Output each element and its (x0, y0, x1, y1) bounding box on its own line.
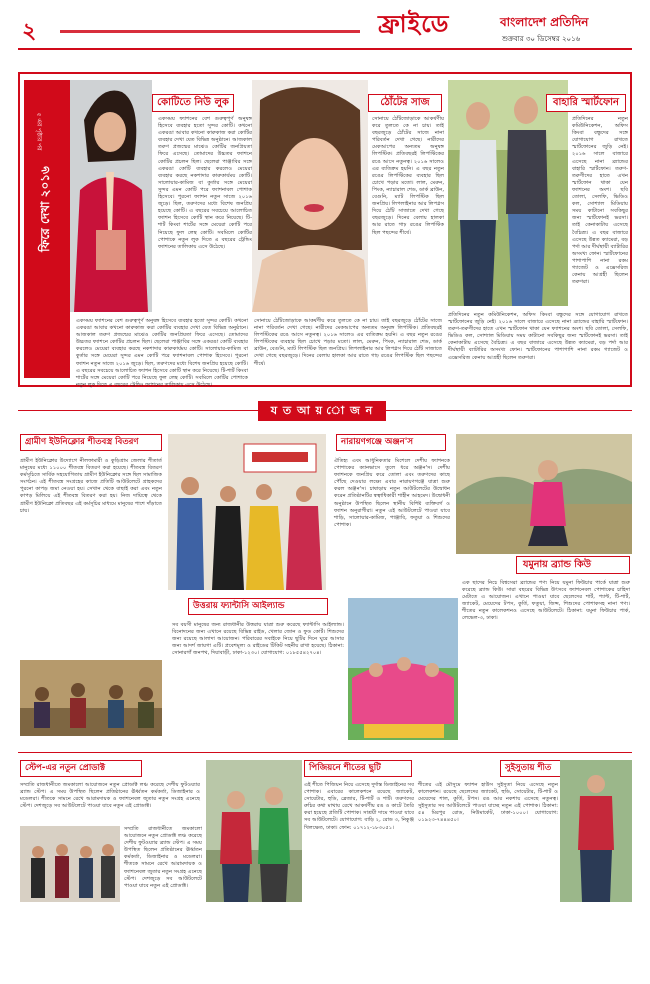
sidebar-title: ফিরে দেখা ২০১৬ (38, 166, 52, 252)
header (0, 0, 650, 60)
article-continuation: একসময় ফ্যাশনের বেশ গুরুত্বপূর্ণ অনুষঙ্গ হিসেবে ব্যবহার হতো সুন্দর কোটি। কখনো একরঙা আবার কখনো কারুকাজ করা কোটির ব্যবহার দেখা যেত বিভিন্ন অনুষ্ঠানে। আজকাল তরুণ প্রজন্মের মাঝেও কোটির জনপ্রিয়তা ফিরে এসেছে। তোমাদের উচ্চতর ফ্যাশনে কোটির প্রচলন ছিল। ছেলেরা পাঞ্জাবির সঙ্গে একরঙা কোটি ব্যবহার করলেও মেয়েরা ব্যবহার করছে নকশাদার কারুকার্যময় কোটি। সালোয়ার-কামিজ বা কুর্তার সঙ্গে মেয়েরা সুন্দর এমন কোটি পরে ফ্যাশনাবল পোশাক হিসেবে। পুরনো ফ্যাশন নতুন সাজে ২০১৬ জুড়ে। ছিল, তরুণদের মধ্যে বিশেষ জনপ্রিয় হয়েছে কোটি। এ বছরের সবচেয়ে আলোচিত ফ্যাশন হিসেবে কোটি স্থান করে নিয়েছে। টি-শার্ট কিংবা শার্টের সঙ্গে মেয়েরা কোটি পরে নিয়েছে ফুল লেন্থ কোটি। সবমিলে কোটির পোশাকে নতুন লুক দিতে এ বছরের ট্রেন্ডিং ফ্যাশনের তালিকায় এসে উঠেছে। (76, 318, 248, 388)
event-body: সম্প্রতি রাজধানীতে জমকালো আয়োজনে নতুন প্রোডাক্ট লঞ্চ করেছে দেশীয় ফুটওয়্যার ব্র্যান্ড স্টেপ। এ সময় উপস্থিত ছিলেন প্রতিষ্ঠানের ঊর্ধ্বতন কর্মকর্তা, ডিজাইনার ও মডেলরা। শীতকে সামনে রেখে আরামদায়ক ও ফ্যাশনেবল জুতার নতুন সংগ্রহ এনেছে স্টেপ। দেশজুড়ে সব আউটলেটে পাওয়া যাবে নতুন এই প্রোডাক্ট। (20, 782, 200, 810)
top-section (18, 72, 632, 387)
article-title: বাহারি স্মার্টফোন (546, 94, 626, 112)
article-photo (70, 80, 152, 312)
article-photo (252, 80, 368, 312)
article-continuation: প্রতিদিনের নতুন কমিউনিকেশন, অফিস কিংবা বন্ধুদের সঙ্গে যোগাযোগ রাখতে স্মার্টফোনের জুড়ি নেই। ২০১৬ সালে বাজারে এসেছে নানা ব্র্যান্ডের বাহারি স্মার্টফোন। তরুণ-তরুণীদের হাতে এখন স্মার্টফোন থাকা যেন ফ্যাশনের অংশ। ছবি তোলা, সেলফি, ভিডিও কল, সোশ্যাল মিডিয়ায় সময় কাটানো সবকিছুর জন্য স্মার্টফোনই ভরসা। তাই কেনাকাটায় এসেছে বৈচিত্র্য। এ বছর বাজারে এসেছে উন্নত ক্যামেরা, বড় পর্দা আর দীর্ঘস্থায়ী ব্যাটারির অসংখ্য ফোন। স্মার্টফোনের পাশাপাশি নানা রকম গ্যাজেট ও এক্সেসরিজ কেনায় আগ্রহী ছিলেন তরুণরা। (448, 312, 628, 361)
event-body: সব বয়সী মানুষের জন্য রাজধানীর উত্তরায় যাত্রা শুরু করেছে ফ্যান্টাসি আইল্যান্ড। বিনোদনের জন্য এখানে রয়েছে বিভিন্ন রাইড, খেলার জোন ও ফুড কোর্ট। শিশুদের জন্য রয়েছে আলাদা আয়োজন। পরিবারের সবাইকে নিয়ে ছুটির দিনে ঘুরে আসার জন্য আদর্শ জায়গা এটি। প্রবেশমূল্য ও রাইডের টিকিট সহনীয় রাখা হয়েছে। ঠিকানা: সোনারগাঁ জনপথ, দিয়াবাড়ী, ঢাকা-১২৩০। যোগাযোগ: ০১৮৫৫৪২৭০৪। (172, 622, 344, 657)
section-divider (18, 752, 632, 753)
event-photo (348, 598, 458, 740)
event-body: এক ছাদের নিচে বিশ্বসেরা ব্র্যান্ডের পণ্য নিয়ে যমুনা ফিউচার পার্কে যাত্রা শুরু করেছে ব্র্যান্ড কিউ। সারা বছরের বিভিন্ন উৎসবে ফ্যাশনেবল পোশাকের চাহিদা মেটাতে এ আয়োজন। এখানে পাওয়া যাবে ছেলেদের শার্ট, প্যান্ট, টি-শার্ট, জ্যাকেট, মেয়েদের টপস, কুর্তি, ফতুয়া, জিন্স, শিশুদের পোশাকসহ নানা পণ্য। শীতের নতুন কালেকশনও এসেছে আউটলেটে। ঠিকানা: যমুনা ফিউচার পার্ক, লেভেল-৩, ঢাকা। (462, 580, 630, 622)
event-body: গ্রামীণ ইউনিক্লোর উদ্যোগে নীলফামারী ও কুড়িগ্রাম জেলার শীতার্ত মানুষের মধ্যে ১১০০০ শীতবস্ত্র বিতরণ করা হয়েছে। শীতবস্ত্র বিতরণ কর্মসূচিতে সার্বিক সহযোগিতায় গ্রামীণ ইউনিক্লোর সঙ্গে ছিল সামাজিক সংগঠন। এই শীতবস্ত্র সংগ্রহের কাজে প্রতিটি আউটলেটে গ্রাহকদের পুরনো কাপড় জমা নেওয়া হয়। সেখান থেকে বাছাই করা এবং নতুন কাপড় মিলিয়ে এই শীতবস্ত্র বিতরণ করা হয়। নিজ দায়িত্বে থেকে গ্রামীণ ইউনিক্লো প্রতিবছর এই কর্মসূচির মাধ্যমে মানুষের পাশে দাঁড়াতে চায়। (20, 458, 162, 514)
issue-date: শুক্রবার ৩০ ডিসেম্বর ২০১৬ (502, 35, 581, 43)
event-body: এই শীতে পিজিয়ন নিয়ে এসেছে দুর্দান্ত ডিজাইনের সব পোশাক। এবারের কালেকশনে রয়েছে জ্যাকেট, সোয়েটার, হুডি, ব্লেজার, টি-শার্ট ও শার্ট। তরুণদের রুচির কথা মাথায় রেখে আকর্ষণীয় রঙ ও কাটে তৈরি করা হয়েছে প্রতিটি পোশাক। সাশ্রয়ী দামে পাওয়া যাবে সব আউটলেটে। যোগাযোগ: বাড়ি ২, রোড ৩, নিকুঞ্জ খিলক্ষেত, ঢাকা। ফোন: ০১৭১২-১৮৩০৫১। (304, 782, 414, 831)
sidebar-subtitle: ৫ এর পৃষ্ঠার পর (35, 112, 43, 151)
event-title: পিজিয়নে শীতের ছুটি (304, 760, 412, 777)
event-title: গ্রামীণ ইউনিক্লোর শীতবস্ত্র বিতরণ (20, 434, 162, 451)
page-number: ২ (22, 19, 37, 44)
event-body: ঐতিহ্য এবং আধুনিকতার মিশেলে দেশীয় ফ্যাশনকে পোশাকের ক্যানভাসে তুলে ধরে অঞ্জন'স। দেশীয় ফ্যাশনকে জনপ্রিয় করে তোলা এবং তরুণদের কাছে পৌঁছে দেওয়ার লক্ষ্যে এবার নারায়ণগঞ্জে যাত্রা শুরু করল অঞ্জন'স। চাষাড়ায় নতুন আউটলেটের উদ্বোধন করেন প্রতিষ্ঠানটির স্বত্বাধিকারী শাহীন আহমেদ। উদ্বোধনী অনুষ্ঠানে উপস্থিত ছিলেন স্থানীয় বিশিষ্ট ব্যক্তিবর্গ ও ফ্যাশন অনুরাগীরা। নতুন এই আউটলেটে পাওয়া যাবে শাড়ি, সালোয়ার-কামিজ, পাঞ্জাবি, ফতুয়া ও শিশুদের পোশাক। (334, 458, 450, 528)
article-photo (448, 80, 568, 306)
section-banner: য ত আ য় ো জ ন (258, 401, 386, 421)
header-rule (18, 48, 632, 50)
event-photo (168, 434, 326, 590)
event-title: নারায়ণগঞ্জে অঞ্জন'স (336, 434, 446, 451)
header-ornament (60, 30, 360, 33)
event-title: উত্তরায় ফ্যান্টাসি আইল্যান্ড (188, 598, 328, 615)
event-photo (20, 660, 162, 736)
supplement-title: ফ্রাইডে (378, 10, 450, 38)
event-photo (206, 760, 302, 902)
article-title: কোটিতে নিউ লুক (152, 94, 234, 112)
event-title: সুইসুতায় শীত (500, 760, 576, 777)
article-body: সোনায়ে ঠোঁটজোড়াকে আকর্ষণীয় করে তুলতে কে না চায়। তাই বছরজুড়ে ঠোঁটের সাজে নানা পরিবর্তন দেখা গেছে। নারীদের মেকআপের অন্যতম অনুষঙ্গ লিপস্টিক। প্রতিবছরই লিপস্টিকের রঙে আসে নতুনত্ব। ২০১৬ সালেও এর ব্যতিক্রম হয়নি। এ বছর নতুন রঙের লিপস্টিকের ব্যবহার ছিল চোখে পড়ার মতো। লাল, মেরুন, পিংক, ন্যাচারাল শেড, ডার্ক ব্রাউন, বেগুনি, ম্যাট লিপস্টিক ছিল জনপ্রিয়। লিপলাইনার আর লিপগ্লস দিয়ে ঠোঁট সাজাতে দেখা গেছে বছরজুড়ে। দিনের বেলায় হালকা আর রাতে গাঢ় রঙের লিপস্টিক ছিল পছন্দের শীর্ষে। (372, 116, 444, 236)
event-photo (456, 434, 632, 554)
article-body: একসময় ফ্যাশনের বেশ গুরুত্বপূর্ণ অনুষঙ্গ হিসেবে ব্যবহার হতো সুন্দর কোটি। কখনো একরঙা আবার কখনো কারুকাজ করা কোটির ব্যবহার দেখা যেত বিভিন্ন অনুষ্ঠানে। আজকাল তরুণ প্রজন্মের মাঝেও কোটির জনপ্রিয়তা ফিরে এসেছে। তোমাদের উচ্চতর ফ্যাশনে কোটির প্রচলন ছিল। ছেলেরা পাঞ্জাবির সঙ্গে একরঙা কোটি ব্যবহার করলেও মেয়েরা ব্যবহার করছে নকশাদার কারুকার্যময় কোটি। সালোয়ার-কামিজ বা কুর্তার সঙ্গে মেয়েরা সুন্দর এমন কোটি পরে ফ্যাশনাবল পোশাক হিসেবে। পুরনো ফ্যাশন নতুন সাজে ২০১৬ জুড়ে। ছিল, তরুণদের মধ্যে বিশেষ জনপ্রিয় হয়েছে কোটি। এ বছরের সবচেয়ে আলোচিত ফ্যাশন হিসেবে কোটি স্থান করে নিয়েছে। টি-শার্ট কিংবা শার্টের সঙ্গে মেয়েরা কোটি পরে নিয়েছে ফুল লেন্থ কোটি। সবমিলে কোটির পোশাকে নতুন লুক দিতে এ বছরের ট্রেন্ডিং ফ্যাশনের তালিকায় এসে উঠেছে। (158, 116, 252, 250)
event-title: যমুনায় ব্র্যান্ড কিউ (516, 556, 630, 574)
article-title: ঠোঁটের সাজ (368, 94, 442, 112)
event-photo (560, 760, 632, 902)
event-title: স্টেপ-এর নতুন প্রোডাক্ট (20, 760, 142, 777)
event-body: শীতের এই মৌসুমে ফ্যাশন হাউস সুইসুতা নিয়ে এসেছে নতুন কালেকশন। রয়েছে ছেলেদের জ্যাকেট, হুডি, সোয়েটার, টি-শার্ট ও মেয়েদের শাল, কুর্তি, টপস। রঙ আর নকশায় এসেছে নতুনত্ব। সুইসুতার সব আউটলেটে পাওয়া যাচ্ছে নতুন এই পোশাক। ঠিকানা: ৫৪ মিরপুর রোড, নিউমার্কেট, ঢাকা-১০০০। যোগাযোগ: ০১৯২৩-৭৪৪৪৫০। (418, 782, 558, 824)
event-body-continued: সম্প্রতি রাজধানীতে জমকালো আয়োজনে নতুন প্রোডাক্ট লঞ্চ করেছে দেশীয় ফুটওয়্যার ব্র্যান্ড স্টেপ। এ সময় উপস্থিত ছিলেন প্রতিষ্ঠানের ঊর্ধ্বতন কর্মকর্তা, ডিজাইনার ও মডেলরা। শীতকে সামনে রেখে আরামদায়ক ও ফ্যাশনেবল জুতার নতুন সংগ্রহ এনেছে স্টেপ। দেশজুড়ে সব আউটলেটে পাওয়া যাবে নতুন এই প্রোডাক্ট। (124, 826, 203, 889)
event-photo (20, 826, 120, 902)
brand-name: বাংলাদেশ প্রতিদিন (500, 15, 589, 29)
article-body: প্রতিদিনের নতুন কমিউনিকেশন, অফিস কিংবা বন্ধুদের সঙ্গে যোগাযোগ রাখতে স্মার্টফোনের জুড়ি নেই। ২০১৬ সালে বাজারে এসেছে নানা ব্র্যান্ডের বাহারি স্মার্টফোন। তরুণ-তরুণীদের হাতে এখন স্মার্টফোন থাকা যেন ফ্যাশনের অংশ। ছবি তোলা, সেলফি, ভিডিও কল, সোশ্যাল মিডিয়ায় সময় কাটানো সবকিছুর জন্য স্মার্টফোনই ভরসা। তাই কেনাকাটায় এসেছে বৈচিত্র্য। এ বছর বাজারে এসেছে উন্নত ক্যামেরা, বড় পর্দা আর দীর্ঘস্থায়ী ব্যাটারির অসংখ্য ফোন। স্মার্টফোনের পাশাপাশি নানা রকম গ্যাজেট ও এক্সেসরিজ কেনায় আগ্রহী ছিলেন তরুণরা। (572, 116, 628, 286)
article-continuation: সোনায়ে ঠোঁটজোড়াকে আকর্ষণীয় করে তুলতে কে না চায়। তাই বছরজুড়ে ঠোঁটের সাজে নানা পরিবর্তন দেখা গেছে। নারীদের মেকআপের অন্যতম অনুষঙ্গ লিপস্টিক। প্রতিবছরই লিপস্টিকের রঙে আসে নতুনত্ব। ২০১৬ সালেও এর ব্যতিক্রম হয়নি। এ বছর নতুন রঙের লিপস্টিকের ব্যবহার ছিল চোখে পড়ার মতো। লাল, মেরুন, পিংক, ন্যাচারাল শেড, ডার্ক ব্রাউন, বেগুনি, ম্যাট লিপস্টিক ছিল জনপ্রিয়। লিপলাইনার আর লিপগ্লস দিয়ে ঠোঁট সাজাতে দেখা গেছে বছরজুড়ে। দিনের বেলায় হালকা আর রাতে গাঢ় রঙের লিপস্টিক ছিল পছন্দের শীর্ষে। (254, 318, 442, 367)
